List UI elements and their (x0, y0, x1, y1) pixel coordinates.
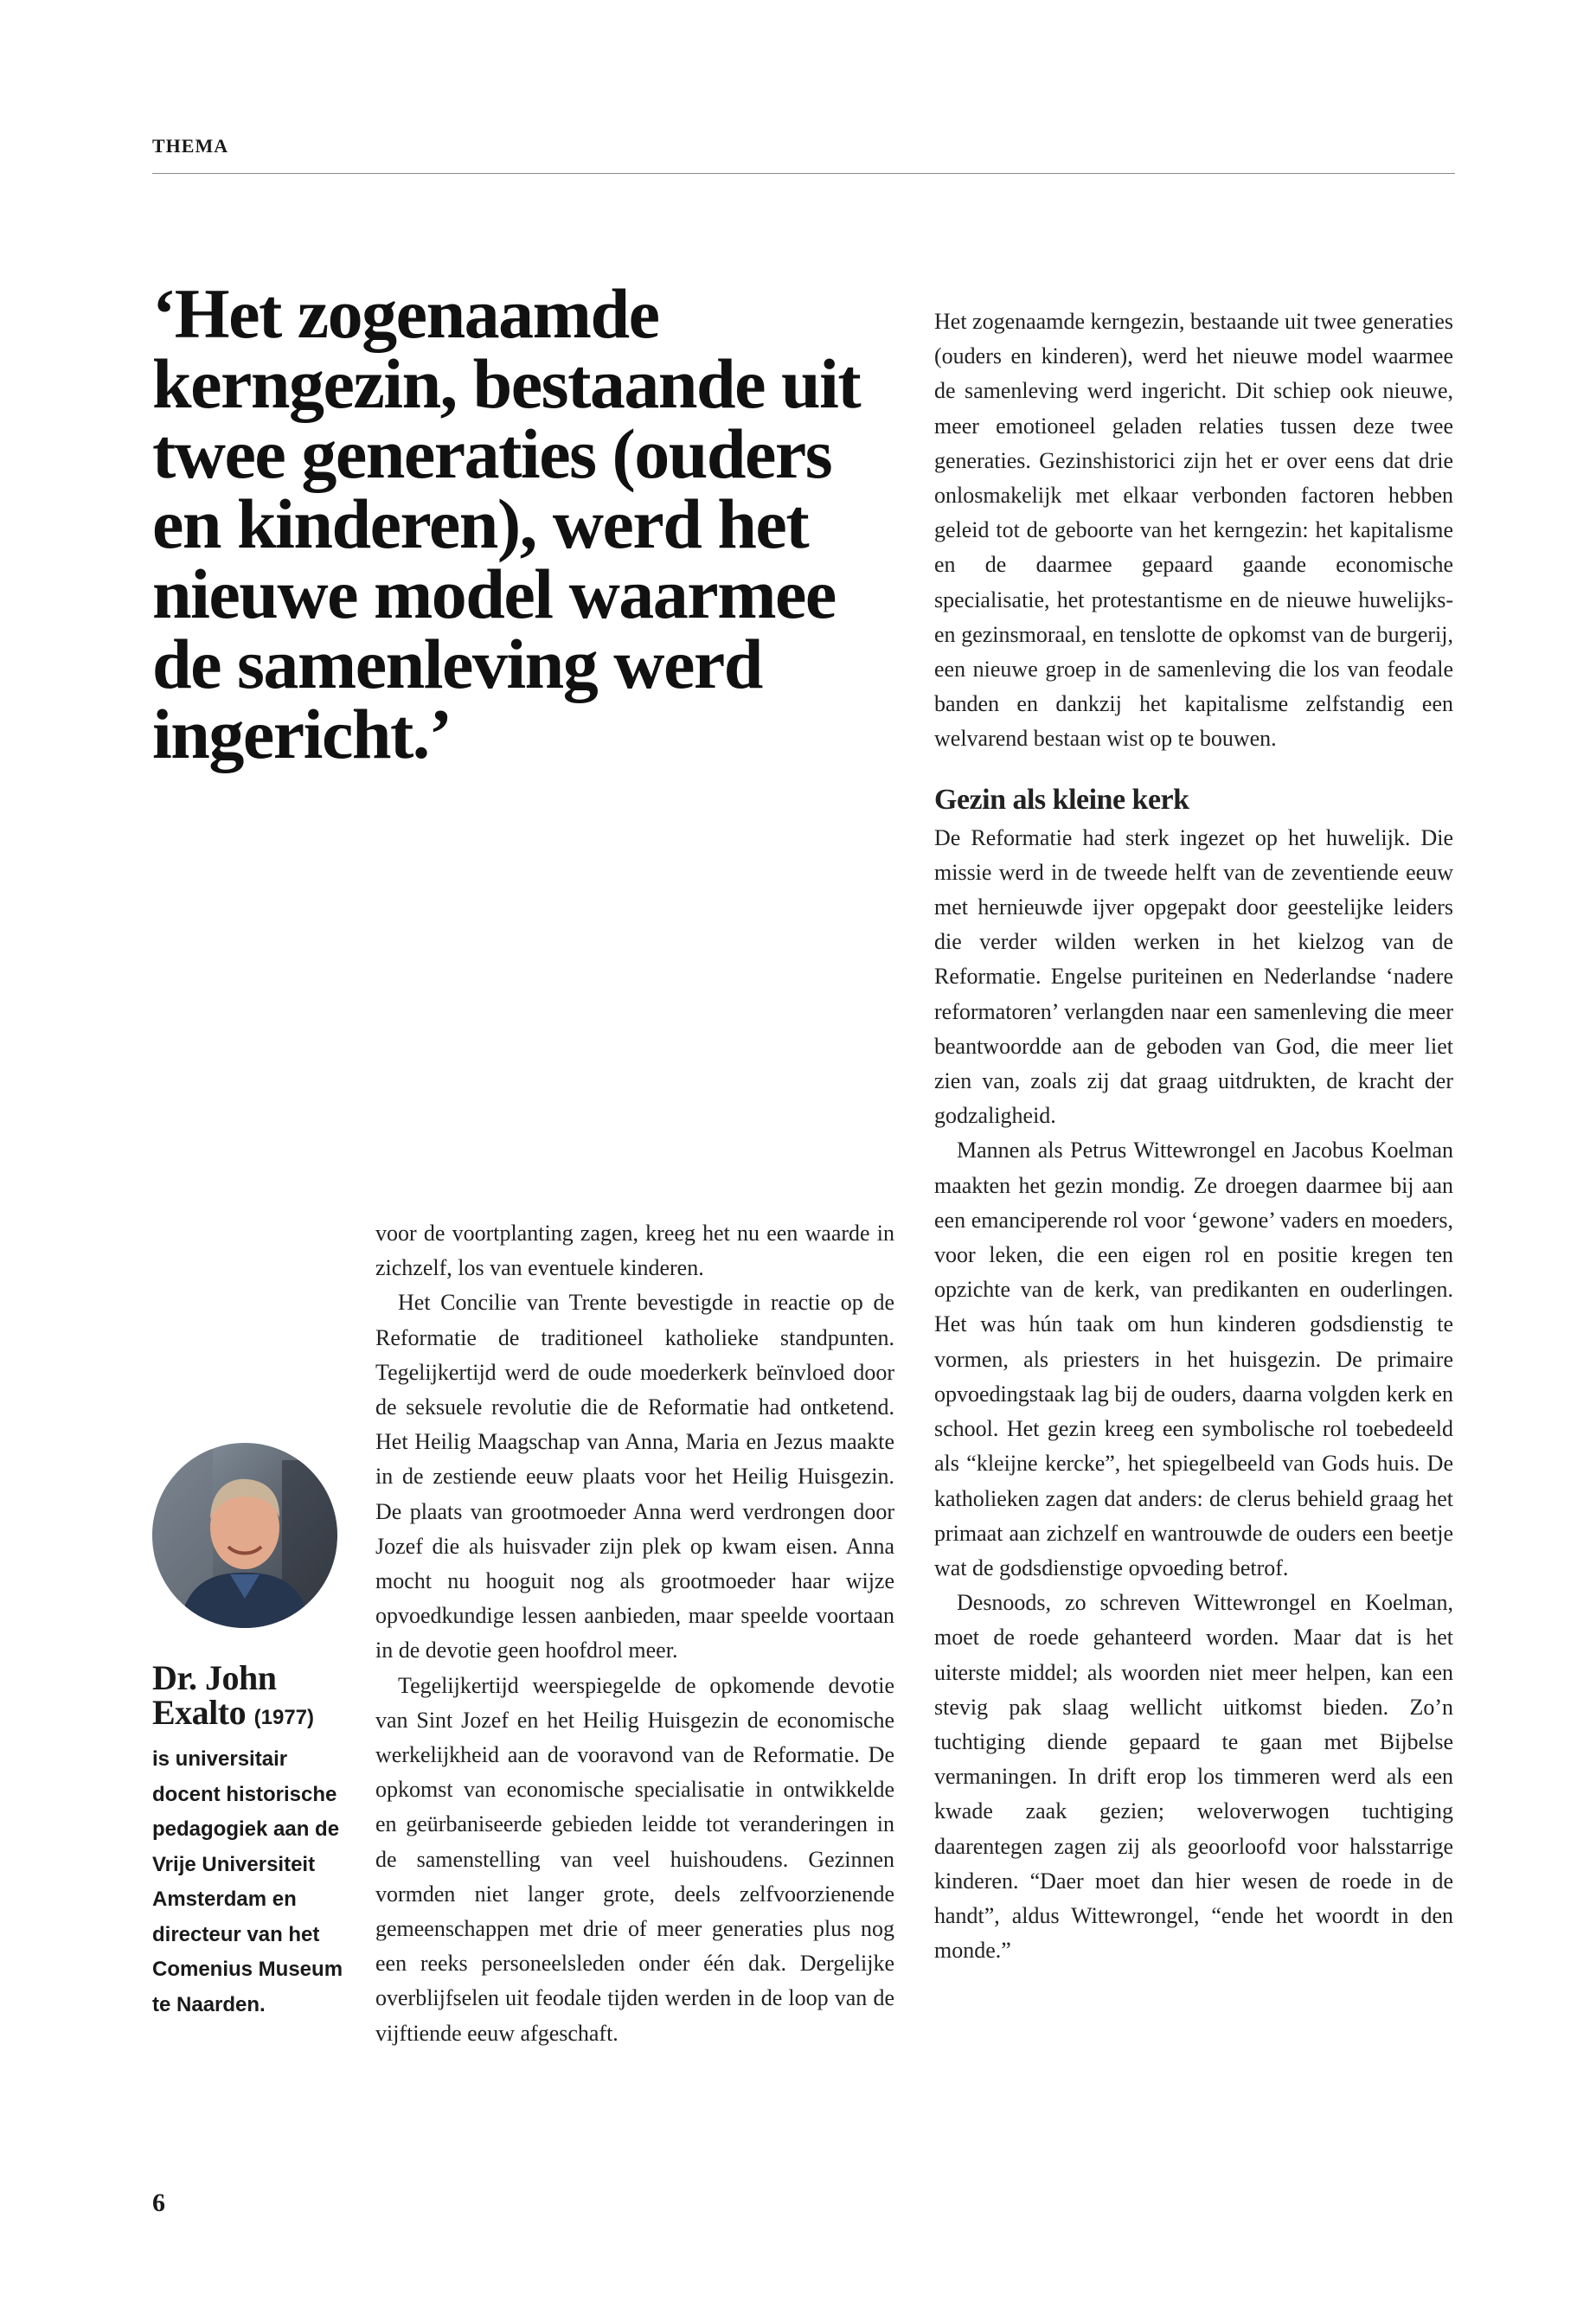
body-paragraph: voor de voortplanting zagen, kreeg het nu een waarde in zichzelf, los van eventuele kinderen. (375, 1221, 894, 1281)
intro-paragraph: Het zogenaamde kerngezin, bestaande uit twee generaties (ouders en kinderen), werd het nieuwe model waarmee de samenleving werd ingericht. Dit schiep ook nieuwe, meer emotioneel geladen relaties tussen deze twee generaties. Gezinshistorici zijn het er over eens dat drie onlosmakelijk met elkaar verbonden factoren hebben geleid tot de geboorte van het kerngezin: het kapitalisme en de daarmee gepaard gaande economische specialisatie, het protestantisme en de nieuwe huwelijks- en gezinsmoraal, en tenslotte de opkomst van de burgerij, een nieuwe groep in de samenleving die los van feodale banden en dankzij het kapitalisme zelfstandig een welvarend bestaan wist op te bouwen. (934, 309, 1453, 752)
author-name: Dr. John Exalto (152, 1658, 277, 1732)
author-bio: is universitair docent historische pedagogiek aan de Vrije Universiteit Amsterdam en directeur van het Comenius Museum te Naarden. (152, 1747, 343, 2016)
author-name-block (152, 1658, 360, 1735)
author-portrait-icon (152, 1443, 337, 1628)
middle-column (375, 1216, 894, 2051)
section-subheading: Gezin als kleine kerk (934, 783, 1189, 816)
body-paragraph: Het Concilie van Trente bevestigde in reactie op de Reformatie de traditioneel katholieke standpunten. Tegelijkertijd werd de oude moederkerk beïnvloed door de seksuele revolutie die de Reformatie had ontketend. Het Heilig Maagschap van Anna, Maria en Jezus maakte in de zestiende eeuw plaats voor het Heilig Huisgezin. De plaats van grootmoeder Anna werd verdrongen door Jozef die als huisvader zijn plek op kwam eisen. Anna mocht nu hooguit nog als grootmoeder haar wijze opvoedkundige lessen aanbieden, maar speelde voortaan in de devotie geen hoofdrol meer. (375, 1290, 894, 1663)
body-paragraph: De Reformatie had sterk ingezet op het huwelijk. Die missie werd in de tweede helft van de zeventiende eeuw met hernieuwde ijver opgepakt door geestelijke leiders die verder wilden werken in het kielzog van de Reformatie. Engelse puriteinen en Nederlandse ‘nadere reformatoren’ verlangden naar een samenleving die meer beantwoordde aan de geboden van God, die meer liet zien van, zoals zij dat graag uitdrukten, de kracht der godzaligheid. (934, 824, 1453, 1129)
author-birth-year: (1977) (253, 1706, 314, 1729)
section-label: THEMA (152, 135, 229, 157)
page-number: 6 (152, 2189, 165, 2217)
author-photo (152, 1443, 337, 1628)
body-paragraph: Desnoods, zo schreven Wittewrongel en Koelman, moet de roede gehanteerd worden. Maar dat is het uiterste middel; als woorden niet meer helpen, kan een stevig pak slaag wellicht uitkomst bieden. Zo’n tuchtiging diende gepaard te gaan met Bijbelse vermaningen. In drift erop los timmeren werd als een kwade zaak gezien; weloverwogen tuchtiging daarentegen zagen zij als geoorloofd voor halsstarrige kinderen. “Daer moet dan hier wesen de roede in de handt”, aldus Wittewrongel, “ende het woordt in den monde.” (934, 1590, 1453, 1964)
body-paragraph: Mannen als Petrus Wittewrongel en Jacobus Koelman maakten het gezin mondig. Ze droegen daarmee bij aan een emanciperende rol voor ‘gewone’ vaders en moeders, voor leken, die een eigen rol en positie kregen ten opzichte van de kerk, van predikanten en ouderlingen. Het was hún taak om hun kinderen godsdienstig te vormen, als priesters in het huisgezin. De primaire opvoedingstaak lag bij de ouders, daarna volgden kerk en school. Het gezin kreeg een symbolische rol toebedeeld als “kleijne kercke”, het spiegelbeeld van Gods huis. De katholieken zagen dat anders: de clerus behield graag het primaat aan zichzelf en wantrouwde de ouders een beetje wat de godsdienstige opvoeding betrof. (934, 1138, 1453, 1580)
right-column (934, 304, 1453, 1968)
pull-quote: ‘Het zogenaamde kerngezin, bestaande uit twee generaties (ouders en kinderen), werd het nieuwe model waarmee de samenleving werd ingericht.’ (152, 274, 861, 773)
body-paragraph: Tegelijkertijd weerspiegelde de opkomende devotie van Sint Jozef en het Heilig Huisgezin de economische werkelijkheid aan de vooravond van de Reformatie. De opkomst van economische specialisatie in ontwikkelde en geürbaniseerde gebieden leidde tot veranderingen in de samenstelling van veel huishoudens. Gezinnen vormden niet langer grote, deels zelfvoorzienende gemeenschappen met drie of meer generaties plus nog een reeks personeelsleden onder één dak. Dergelijke overblijfselen uit feodale tijden werden in de loop van de vijftiende eeuw afgeschaft. (375, 1672, 894, 2046)
header-divider (152, 173, 1455, 174)
